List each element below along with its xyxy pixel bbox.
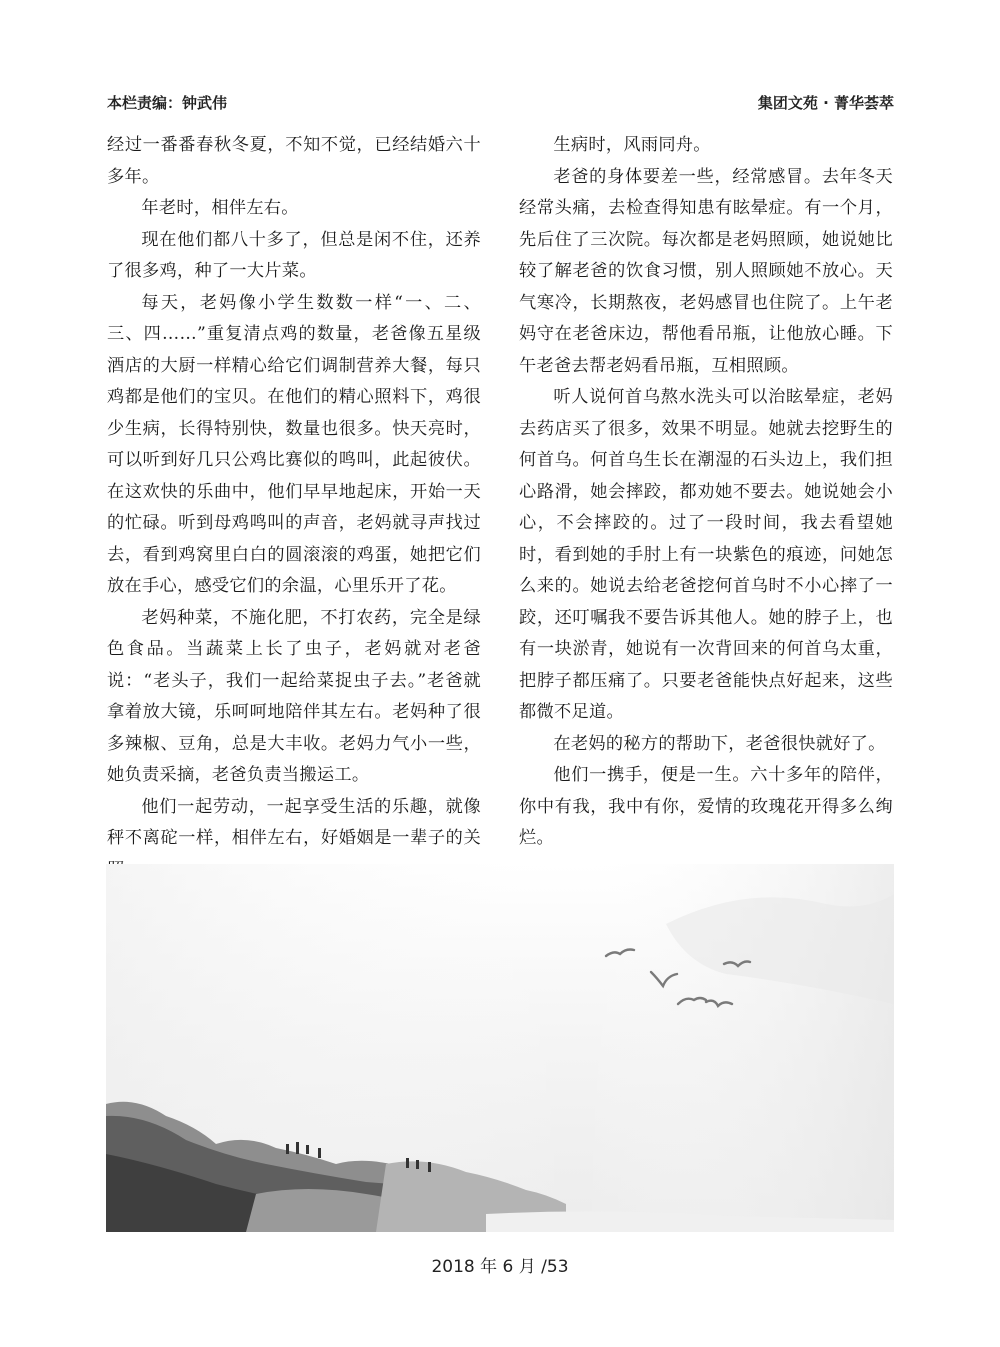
paragraph: 听人说何首乌熬水洗头可以治眩晕症，老妈去药店买了很多，效果不明显。她就去挖野生的何首乌。何首乌生长在潮湿的石头边上，我们担心路滑，她会摔跤，都劝她不要去。她说她会小心，不会摔跤的。过了一段时间，我去看望她时，看到她的手肘上有一块紫色的痕迹，问她怎么来的。她说去给老爸挖何首乌时不小心摔了一跤，还叮嘱我不要告诉其他人。她的脖子上，也有一块淤青，她说有一次背回来的何首乌太重，把脖子都压痛了。只要老爸能快点好起来，这些都微不足道。 [519,387,893,722]
column-editor: 本栏责编：钟武伟 [107,94,228,112]
paragraph: 年老时，相伴左右。 [141,198,299,218]
paragraph: 他们一携手，便是一生。六十多年的陪伴，你中有我，我中有你，爱情的玫瑰花开得多么绚烂。 [519,765,893,848]
left-column [107,130,481,886]
paragraph: 在老妈的秘方的帮助下，老爸很快就好了。 [553,733,886,754]
page-number: 2018 年 6 月 /53 [431,1257,569,1277]
paragraph: 每天，老妈像小学生数数一样“一、二、三、四……”重复清点鸡的数量，老爸像五星级酒店的大厨一样精心给它们调制营养大餐，每只鸡都是他们的宝贝。在他们的精心照料下，鸡很少生病，长得特别快，数量也很多。快天亮时，可以听到好几只公鸡比赛似的鸣叫，此起彼伏。在这欢快的乐曲中，他们早早地起床，开始一天的忙碌。听到母鸡鸣叫的声音，老妈就寻声找过去，看到鸡窝里白白的圆滚滚的鸡蛋，她把它们放在手心，感受它们的余温，心里乐开了花。 [107,292,481,596]
paragraph: 生病时，风雨同舟。 [553,135,711,155]
right-column [519,130,893,855]
paragraph: 老妈种菜，不施化肥，不打农药，完全是绿色食品。当蔬菜上长了虫子，老妈就对老爸说：“老头子，我们一起给菜捉虫子去。”老爸就拿着放大镜，乐呵呵地陪伴其左右。老妈种了很多辣椒、豆角，总是大丰收。老妈力气小一些，她负责采摘，老爸负责当搬运工。 [107,607,481,785]
section-title: 集团文苑 · 菁华荟萃 [757,94,894,112]
ink-landscape-illustration [106,864,894,1232]
paragraph: 现在他们都八十多了，但总是闲不住，还养了很多鸡，种了一大片菜。 [107,229,481,281]
paragraph: 老爸的身体要差一些，经常感冒。去年冬天经常头痛，去检查得知患有眩晕症。有一个月，先后住了三次院。每次都是老妈照顾，她说她比较了解老爸的饮食习惯，别人照顾她不放心。天气寒冷，长期熬夜，老妈感冒也住院了。上午老妈守在老爸床边，帮他看吊瓶，让他放心睡。下午老爸去帮老妈看吊瓶，互相照顾。 [519,166,893,376]
paragraph: 他们一起劳动，一起享受生活的乐趣，就像秤不离砣一样，相伴左右，好婚姻是一辈子的关 [107,796,481,848]
paragraph: 经过一番番春秋冬夏，不知不觉，已经结婚六十多年。 [107,135,481,187]
